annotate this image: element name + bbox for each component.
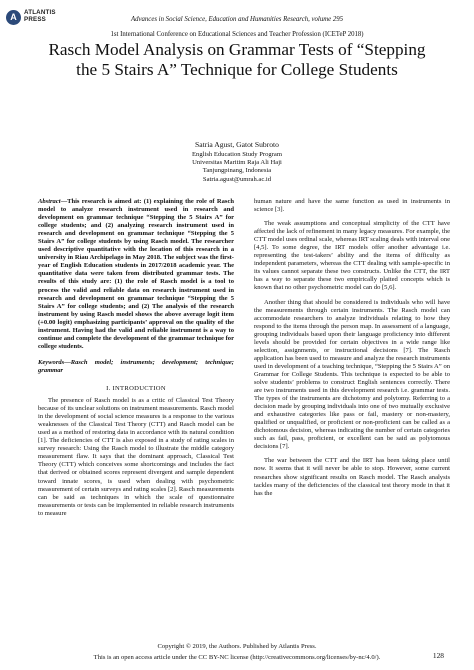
atlantis-logo-icon: A <box>6 10 21 25</box>
conference-header: 1st International Conference on Educational Sciences and Teacher Profession (ICETeP 2018) <box>110 31 364 38</box>
author-email: Satria.agust@umrah.ac.id <box>202 175 272 183</box>
section-heading-introduction: I. INTRODUCTION <box>106 384 166 392</box>
page-number: 128 <box>432 651 444 660</box>
abstract <box>38 198 234 351</box>
footer-copyright: Copyright © 2019, the Authors. Published by Atlantis Press. <box>157 643 317 650</box>
paragraph: The war between the CTT and the IRT has been taking place until now. It seems that it will never be able to stop. However, some current researches show significant results on Rasch model. The Rasch analysis tackles many of the deficiencies of the classical test theory mode in that it has the <box>254 457 450 497</box>
paragraph: human nature and have the same function as used in instruments in science [3]. <box>254 198 450 214</box>
keywords-label: Keywords <box>38 358 65 366</box>
left-column <box>38 198 234 524</box>
paragraph: Another thing that should be considered is individuals who will have the measurements through certain instruments. The Rasch model can accommodate researchers to analyze individuals relating to how they respond to the items through the person map. In assessment of a language, grouping individuals based upon their language proficiency into different levels should be provided for certain objectives in a wide range like selection, assignments, or instructional decisions [7]. The Rasch application has been used to measure and analyze the research instruments used in development of a teaching technique, “Stepping the 5 Stairs A” on Grammar for College Students. This technique is expected to be able to solve students’ problems to construct English sentences correctly. There are two instruments used in this development research i.e. grammar tests. The types of the instruments are dichotomy and polytomy. Referring to a decision made by grouping individuals into one of two mutually exclusive and exhaustive categories like pass or fail, mastery or non-mastery, qualified or unqualified, or proficient or non-proficient can be called as a dichotomous decision, whereas indicating the number of certain categories such as fail, pass, proficient, or excellent can be said as polytomous decisions [7]. <box>254 298 450 451</box>
affiliation-line: Universitas Maritim Raja Ali Haji <box>192 159 282 167</box>
authors: Satria Agust, Gatot Subroto <box>195 140 279 149</box>
right-column <box>254 198 450 504</box>
abstract-text: —This research is aimed at: (1) explaining the role of Rasch model to analyze research instrument used in research and development on grammar technique “Stepping the 5 Stairs A” for college students; and (2) analyzing research instrument used in research and development on grammar technique “Stepping the 5 Stairs A” for college students by using Rasch model. The researcher used descriptive quantitative with the location of this research in a university in Riau Archipelago in May 2018. The subject was the first-year of English Education students in 2017/2018 academic year. The quantitative data were taken from distributed grammar tests. The results of this study are: (1) the role of Rasch model is a tool to process the valid and reliable data on research instrument used in research and development on grammar technique “Stepping the 5 Stairs A” for college students; and (2) The analysis of the research instrument by using Rasch model shows the above average logit item (+0.00 logit) emphasizing participants’ approval on the quality of the instrument. Having had the valid and reliable instrument is a way to continue and complete the development of the grammar technique for college students. <box>38 198 234 350</box>
affiliation-line: English Education Study Program <box>192 151 282 158</box>
keywords-text: —Rasch model; instruments; development; technique; grammar <box>38 358 234 374</box>
footer-license: This is an open access article under the CC BY-NC license (http://creativecommons.org/licenses/by-nc/4.0/). <box>93 654 381 661</box>
paper-title: Rasch Model Analysis on Grammar Tests of “Stepping the 5 Stairs A” Technique for College Students <box>48 40 426 79</box>
journal-header: Advances in Social Science, Education and Humanities Research, volume 295 <box>130 16 344 23</box>
paragraph: The weak assumptions and conceptual simplicity of the CTT have affected the lack of refinement in many legacy measures. For example, the CTT model uses ordinal scale, whereas IRT scaling deals with interval one [4,5]. To some degree, the IRT models offer another advantage i.e. representing the test-takers’ ability and the items of difficulty as independent parameters, whereas the CTT dealing with sample-specific in its values cannot separate these two constructs. Unlike the CTT, the IRT has a way to separate these two empirically plaited concepts which is known that no other psychometric model can do [5,6]. <box>254 220 450 292</box>
logo-line-2: PRESS <box>24 16 46 23</box>
paragraph: The presence of Rasch model is as a critic of Classical Test Theory because of its unclear solutions on instrument measurements. Rasch model in the development of social science measures is a response to the various weaknesses of the Classical Test Theory (CTT) and Rasch model can be used as a method of restoring data in accordance with its natural condition [1]. The deficiencies of CTT is also exposed in a study of rating scales in survey research: Using the Rasch model to illustrate the middle category measurement flaw. It says that the dominant approach, Classical Test Theory (CTT) which conceives some shortcomings and includes the fact that derived or obtained scores represent divergent and sample dependent toward innate scores, is used when dealing with psychometric measurement of certain surveys and rating scales [2]. Rasch measurements can be said as techniques in which the scale of questionnaire measurements or tests can be implemented in reliable research instruments to measure <box>38 397 234 517</box>
abstract-label: Abstract <box>38 198 61 205</box>
logo-line-1: ATLANTIS <box>24 9 56 16</box>
affiliation-line: Tanjungpinang, Indonesia <box>202 167 272 175</box>
affiliation <box>0 151 474 184</box>
keywords <box>38 359 234 375</box>
